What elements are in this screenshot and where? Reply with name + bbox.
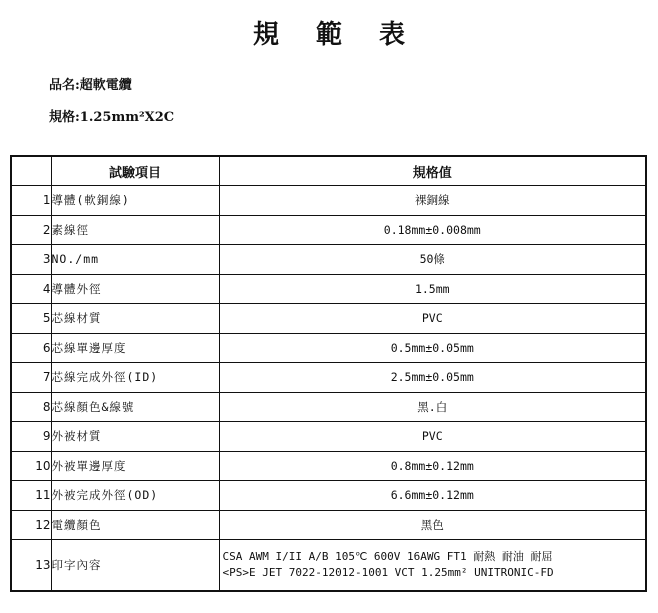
row-item: 印字內容 — [51, 540, 219, 592]
table-row — [11, 422, 646, 452]
table-row — [11, 363, 646, 393]
row-number: 7 — [11, 363, 51, 393]
table-row — [11, 392, 646, 422]
row-number: 1 — [11, 186, 51, 216]
table-row — [11, 215, 646, 245]
row-number: 2 — [11, 215, 51, 245]
table-header-row — [11, 156, 646, 186]
table-row — [11, 510, 646, 540]
table-row — [11, 186, 646, 216]
row-item: 導體外徑 — [51, 274, 219, 304]
header-value: 規格值 — [219, 156, 646, 186]
specification: 規格:1.25mm²X2C — [49, 110, 175, 125]
row-number: 3 — [11, 245, 51, 275]
table-row — [11, 333, 646, 363]
row-value: PVC — [219, 304, 646, 334]
row-value-print-content — [219, 540, 646, 592]
row-item: 芯線顏色&線號 — [51, 392, 219, 422]
row-item: NO./mm — [51, 245, 219, 275]
row-number: 11 — [11, 481, 51, 511]
row-item: 導體(軟銅線) — [51, 186, 219, 216]
row-item: 芯線材質 — [51, 304, 219, 334]
row-number: 12 — [11, 510, 51, 540]
row-number: 6 — [11, 333, 51, 363]
document-title: 規 範 表 — [252, 20, 420, 50]
row-item: 素線徑 — [51, 215, 219, 245]
row-item: 電纜顏色 — [51, 510, 219, 540]
row-item: 芯線單邊厚度 — [51, 333, 219, 363]
header-num — [11, 156, 51, 186]
row-value: PVC — [219, 422, 646, 452]
row-number: 8 — [11, 392, 51, 422]
row-item: 外被完成外徑(OD) — [51, 481, 219, 511]
row-number: 9 — [11, 422, 51, 452]
table-row — [11, 304, 646, 334]
row-value: 裸銅線 — [219, 186, 646, 216]
row-value: 6.6mm±0.12mm — [219, 481, 646, 511]
row-value: 1.5mm — [219, 274, 646, 304]
table-row — [11, 540, 646, 592]
product-name: 品名:超軟電纜 — [49, 78, 132, 93]
row-number: 4 — [11, 274, 51, 304]
table-row — [11, 274, 646, 304]
row-value: 黑.白 — [219, 392, 646, 422]
table-row — [11, 245, 646, 275]
row-value: 0.8mm±0.12mm — [219, 451, 646, 481]
print-line-2: <PS>E JET 7022-12012-1001 VCT 1.25mm² UNITRONIC-FD — [222, 566, 554, 579]
row-value: 50條 — [219, 245, 646, 275]
row-item: 芯線完成外徑(ID) — [51, 363, 219, 393]
row-value: 0.5mm±0.05mm — [219, 333, 646, 363]
row-value: 黑色 — [219, 510, 646, 540]
row-number: 5 — [11, 304, 51, 334]
row-value: 2.5mm±0.05mm — [219, 363, 646, 393]
spec-table — [10, 155, 647, 592]
row-value: 0.18mm±0.008mm — [219, 215, 646, 245]
table-row — [11, 481, 646, 511]
row-item: 外被單邊厚度 — [51, 451, 219, 481]
print-line-1: CSA AWM I/II A/B 105℃ 600V 16AWG FT1 耐熱 耐油 耐屈 — [222, 550, 553, 563]
row-item: 外被材質 — [51, 422, 219, 452]
row-number: 13 — [11, 540, 51, 592]
row-number: 10 — [11, 451, 51, 481]
header-item: 試驗項目 — [51, 156, 219, 186]
table-row — [11, 451, 646, 481]
